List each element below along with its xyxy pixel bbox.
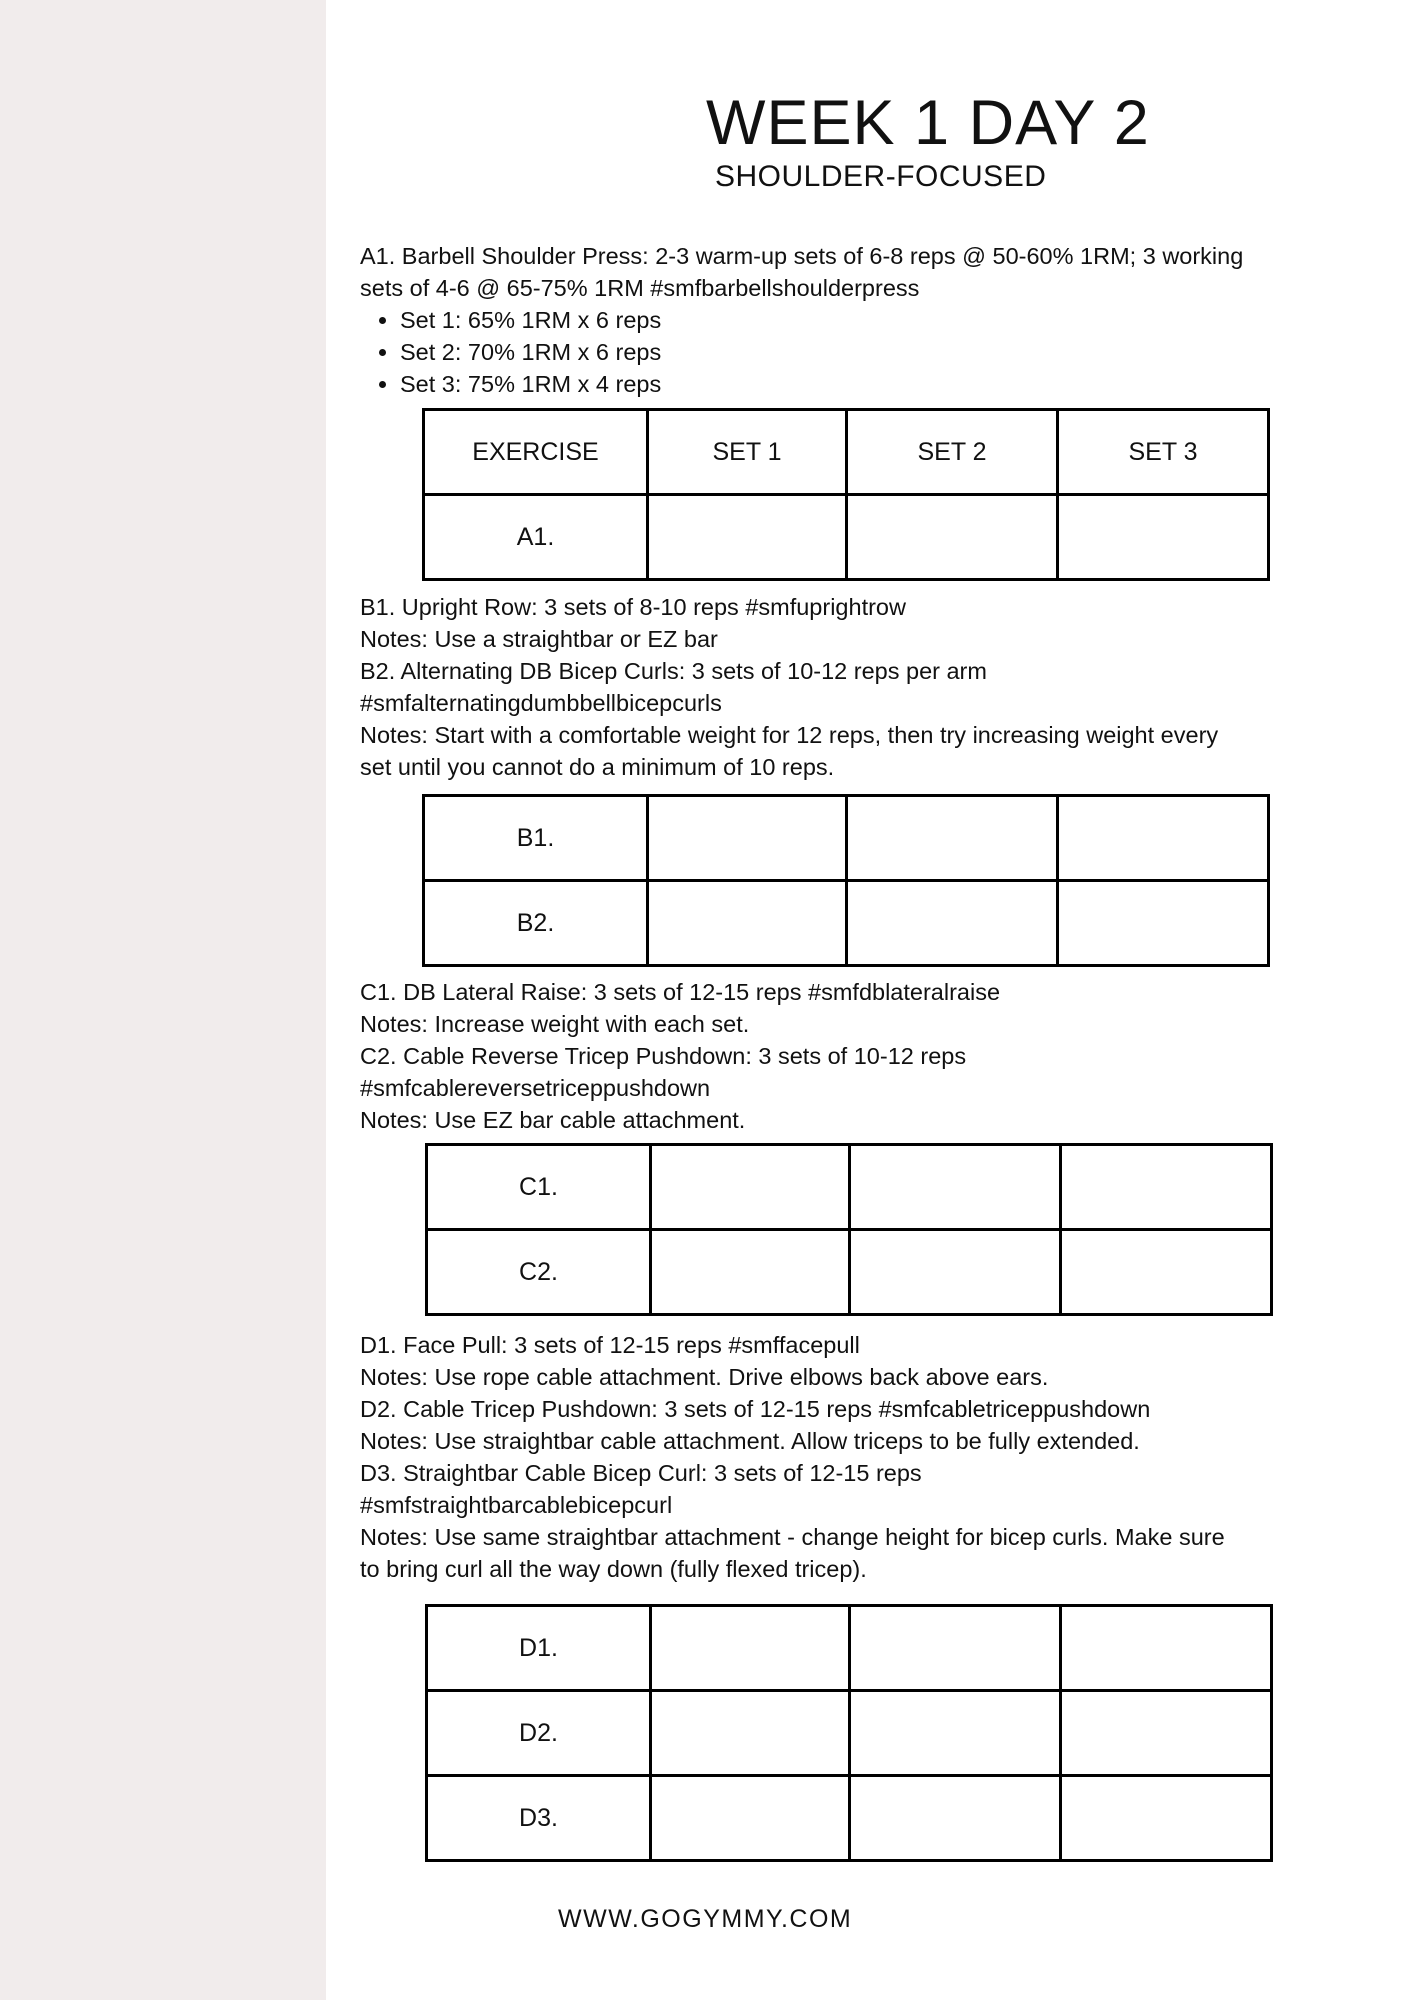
set-list xyxy=(360,304,1390,400)
exercise-label: A1. xyxy=(424,495,648,580)
log-cell[interactable] xyxy=(1058,796,1269,881)
text-line: B1. Upright Row: 3 sets of 8-10 reps #smfuprightrow xyxy=(360,594,906,620)
exercise-label: B1. xyxy=(424,796,648,881)
table-row xyxy=(424,796,1269,881)
log-cell[interactable] xyxy=(1061,1230,1272,1315)
text-line: D3. Straightbar Cable Bicep Curl: 3 sets of 12-15 reps xyxy=(360,1460,922,1486)
sidebar-panel xyxy=(0,0,326,2000)
log-cell[interactable] xyxy=(1061,1776,1272,1861)
text-line: D1. Face Pull: 3 sets of 12-15 reps #smffacepull xyxy=(360,1332,860,1358)
exercise-label: D2. xyxy=(427,1691,651,1776)
exercise-description: A1. Barbell Shoulder Press: 2-3 warm-up sets of 6-8 reps @ 50-60% 1RM; 3 working xyxy=(360,243,1244,269)
text-line: #smfcablereversetriceppushdown xyxy=(360,1075,711,1101)
log-cell[interactable] xyxy=(1061,1691,1272,1776)
header-set-2: SET 2 xyxy=(847,410,1058,495)
text-line: C2. Cable Reverse Tricep Pushdown: 3 sets of 10-12 reps xyxy=(360,1043,967,1069)
text-line: set until you cannot do a minimum of 10 reps. xyxy=(360,754,835,780)
log-table-c xyxy=(425,1143,1273,1316)
log-cell[interactable] xyxy=(651,1145,850,1230)
log-cell[interactable] xyxy=(648,881,847,966)
text-line: Notes: Increase weight with each set. xyxy=(360,1011,750,1037)
text-line: Notes: Use EZ bar cable attachment. xyxy=(360,1107,746,1133)
text-line: B2. Alternating DB Bicep Curls: 3 sets of 10-12 reps per arm xyxy=(360,658,987,684)
text-line: Notes: Start with a comfortable weight for 12 reps, then try increasing weight every xyxy=(360,722,1219,748)
log-cell[interactable] xyxy=(648,796,847,881)
exercise-label: C1. xyxy=(427,1145,651,1230)
table-header-row xyxy=(424,410,1269,495)
log-cell[interactable] xyxy=(847,881,1058,966)
log-cell[interactable] xyxy=(1061,1606,1272,1691)
table-row xyxy=(427,1230,1272,1315)
log-cell[interactable] xyxy=(1058,495,1269,580)
exercise-description: sets of 4-6 @ 65-75% 1RM #smfbarbellshoulderpress xyxy=(360,275,920,301)
log-table-d xyxy=(425,1604,1273,1862)
exercise-label: C2. xyxy=(427,1230,651,1315)
exercise-label: D1. xyxy=(427,1606,651,1691)
section-a-text xyxy=(360,240,1390,400)
text-line: to bring curl all the way down (fully flexed tricep). xyxy=(360,1556,867,1582)
table-row xyxy=(424,881,1269,966)
text-line: Notes: Use rope cable attachment. Drive elbows back above ears. xyxy=(360,1364,1049,1390)
log-cell[interactable] xyxy=(1058,881,1269,966)
footer-url: WWW.GOGYMMY.COM xyxy=(558,1905,853,1933)
log-cell[interactable] xyxy=(651,1691,850,1776)
header-set-3: SET 3 xyxy=(1058,410,1269,495)
section-c-text xyxy=(360,976,1390,1136)
log-cell[interactable] xyxy=(847,796,1058,881)
table-row xyxy=(424,495,1269,580)
log-cell[interactable] xyxy=(651,1230,850,1315)
header-set-1: SET 1 xyxy=(648,410,847,495)
log-cell[interactable] xyxy=(850,1145,1061,1230)
page-subtitle: SHOULDER-FOCUSED xyxy=(715,160,1047,193)
log-cell[interactable] xyxy=(847,495,1058,580)
log-table-a xyxy=(422,408,1270,581)
log-table-b xyxy=(422,794,1270,967)
set-item: • Set 2: 70% 1RM x 6 reps xyxy=(400,336,1390,368)
log-cell[interactable] xyxy=(651,1606,850,1691)
log-cell[interactable] xyxy=(1061,1145,1272,1230)
text-line: D2. Cable Tricep Pushdown: 3 sets of 12-15 reps #smfcabletriceppushdown xyxy=(360,1396,1151,1422)
log-cell[interactable] xyxy=(850,1606,1061,1691)
text-line: #smfalternatingdumbbellbicepcurls xyxy=(360,690,722,716)
log-cell[interactable] xyxy=(850,1776,1061,1861)
set-item: • Set 3: 75% 1RM x 4 reps xyxy=(400,368,1390,400)
text-line: #smfstraightbarcablebicepcurl xyxy=(360,1492,673,1518)
text-line: Notes: Use a straightbar or EZ bar xyxy=(360,626,718,652)
page-title: WEEK 1 DAY 2 xyxy=(706,88,1150,158)
table-row xyxy=(427,1606,1272,1691)
exercise-label: B2. xyxy=(424,881,648,966)
log-cell[interactable] xyxy=(648,495,847,580)
text-line: Notes: Use same straightbar attachment - change height for bicep curls. Make sure xyxy=(360,1524,1225,1550)
log-cell[interactable] xyxy=(850,1691,1061,1776)
table-row xyxy=(427,1691,1272,1776)
set-item: • Set 1: 65% 1RM x 6 reps xyxy=(400,304,1390,336)
header-exercise: EXERCISE xyxy=(424,410,648,495)
table-row xyxy=(427,1776,1272,1861)
text-line: Notes: Use straightbar cable attachment. Allow triceps to be fully extended. xyxy=(360,1428,1140,1454)
exercise-label: D3. xyxy=(427,1776,651,1861)
section-d-text xyxy=(360,1329,1390,1585)
log-cell[interactable] xyxy=(651,1776,850,1861)
table-row xyxy=(427,1145,1272,1230)
section-b-text xyxy=(360,591,1390,783)
text-line: C1. DB Lateral Raise: 3 sets of 12-15 reps #smfdblateralraise xyxy=(360,979,1001,1005)
log-cell[interactable] xyxy=(850,1230,1061,1315)
